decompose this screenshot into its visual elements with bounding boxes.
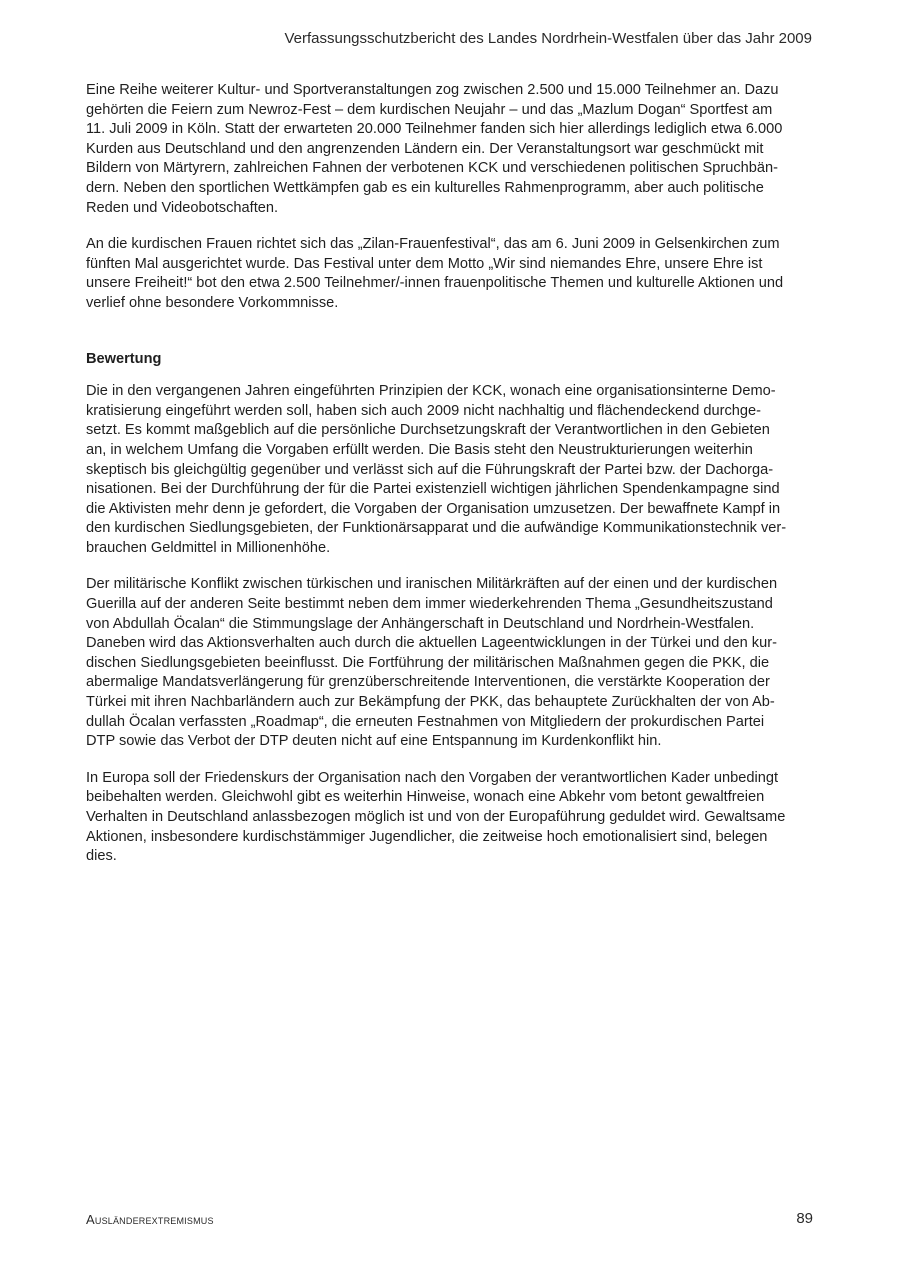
page-number: 89 xyxy=(796,1210,813,1227)
text-line: skeptisch bis gleichgültig gegenüber und verlässt sich auf die Führungskraft der Partei bzw. der Dachorga- xyxy=(86,461,774,478)
text-line: brauchen Geldmittel in Millionenhöhe. xyxy=(86,539,331,556)
text-line: unsere Freiheit!“ bot den etwa 2.500 Teilnehmer/-innen frauenpolitische Themen und kulturelle Aktionen und xyxy=(86,275,784,292)
text-line: an, in welchem Umfang die Vorgaben erfüllt werden. Die Basis steht den Neustrukturierungen weiterhin xyxy=(86,441,753,458)
paragraph xyxy=(86,575,812,751)
text-line: Reden und Videobotschaften. xyxy=(86,199,279,216)
paragraph-group-intro xyxy=(86,81,812,314)
text-line: die Aktivisten mehr denn je gefordert, die Vorgaben der Organisation umzusetzen. Der bewaffnete Kampf in xyxy=(86,500,781,517)
text-line: dies. xyxy=(86,848,117,865)
paragraph xyxy=(86,382,812,558)
text-line: verlief ohne besondere Vorkommnisse. xyxy=(86,294,339,311)
footer-section-label: Ausländerextremismus xyxy=(86,1212,214,1227)
text-line: Guerilla auf der anderen Seite bestimmt neben dem immer wiederkehrenden Thema „Gesundheitszustand xyxy=(86,596,773,613)
paragraph-group-assessment xyxy=(86,382,812,867)
text-line: In Europa soll der Friedenskurs der Organisation nach den Vorgaben der verantwortlichen Kader unbedingt xyxy=(86,769,779,786)
paragraph xyxy=(86,769,812,867)
text-line: dischen Siedlungsgebieten beeinflusst. Die Fortführung der militärischen Maßnahmen gegen die PKK, die xyxy=(86,654,770,671)
text-line: Kurden aus Deutschland und den angrenzenden Ländern ein. Der Veranstaltungsort war geschmückt mit xyxy=(86,140,764,157)
text-line: Türkei mit ihren Nachbarländern auch zur Bekämpfung der PKK, das behauptete Zurückhalten der von Ab- xyxy=(86,694,775,711)
text-line: von Abdullah Öcalan“ die Stimmungslage der Anhängerschaft in Deutschland und Nordrhein-Westfalen. xyxy=(86,615,755,632)
text-line: abermalige Mandatsverlängerung für grenzüberschreitende Interventionen, die verstärkte Kooperation der xyxy=(86,674,770,691)
section-heading: Bewertung xyxy=(86,350,162,367)
text-line: beibehalten werden. Gleichwohl gibt es weiterhin Hinweise, wonach eine Abkehr vom betont gewaltfreien xyxy=(86,789,765,806)
text-line: DTP sowie das Verbot der DTP deuten nicht auf eine Entspannung im Kurdenkonflikt hin. xyxy=(86,733,662,750)
text-line: kratisierung eingeführt werden soll, haben sich auch 2009 nicht nachhaltig und flächendeckend durchge- xyxy=(86,402,762,419)
text-line: Aktionen, insbesondere kurdischstämmiger Jugendlicher, die zeitweise hoch emotionalisiert sind, belegen xyxy=(86,828,768,845)
text-line: Eine Reihe weiterer Kultur- und Sportveranstaltungen zog zwischen 2.500 und 15.000 Teilnehmer an. Dazu xyxy=(86,82,779,98)
text-line: Verhalten in Deutschland anlassbezogen möglich ist und von der Europaführung geduldet wird. Gewaltsame xyxy=(86,809,786,825)
text-line: Die in den vergangenen Jahren eingeführten Prinzipien der KCK, wonach eine organisationsinterne Demo- xyxy=(86,383,776,400)
text-line: nisationen. Bei der Durchführung der für die Partei existenziell wichtigen jährlichen Spendenkampagne sind xyxy=(86,481,780,498)
text-line: An die kurdischen Frauen richtet sich das „Zilan-Frauenfestival“, das am 6. Juni 2009 in Gelsenkirchen zum xyxy=(86,236,780,253)
text-line: setzt. Es kommt maßgeblich auf die persönliche Durchsetzungskraft der Verantwortlichen in den Gebieten xyxy=(86,422,770,439)
text-line: den kurdischen Siedlungsgebieten, der Funktionärsapparat und die aufwändige Kommunikationstechnik ver- xyxy=(86,520,787,537)
document-body xyxy=(86,81,812,884)
text-line: fünften Mal ausgerichtet wurde. Das Festival unter dem Motto „Wir sind niemandes Ehre, unsere Ehre ist xyxy=(86,255,763,272)
text-line: dern. Neben den sportlichen Wettkämpfen gab es ein kulturelles Rahmenprogramm, aber auch politische xyxy=(86,179,764,196)
text-line: Bildern von Märtyrern, zahlreichen Fahnen der verbotenen KCK und verschiedenen politischen Spruchbän- xyxy=(86,160,778,177)
text-line: gehörten die Feiern zum Newroz-Fest – dem kurdischen Neujahr – und das „Mazlum Dogan“ Sportfest am xyxy=(86,101,773,118)
text-line: Daneben wird das Aktionsverhalten auch durch die aktuellen Lageentwicklungen in der Türkei und den kur- xyxy=(86,635,777,652)
text-line: Der militärische Konflikt zwischen türkischen und iranischen Militärkräften auf der einen und der kurdischen xyxy=(86,576,778,593)
paragraph xyxy=(86,81,812,218)
text-line: dullah Öcalan verfassten „Roadmap“, die erneuten Festnahmen von Mitgliedern der prokurdischen Partei xyxy=(86,713,765,730)
running-header: Verfassungsschutzbericht des Landes Nordrhein-Westfalen über das Jahr 2009 xyxy=(284,30,812,47)
text-line: 11. Juli 2009 in Köln. Statt der erwarteten 20.000 Teilnehmer fanden sich hier allerdings lediglich etwa 6.000 xyxy=(86,121,783,138)
paragraph xyxy=(86,235,812,313)
